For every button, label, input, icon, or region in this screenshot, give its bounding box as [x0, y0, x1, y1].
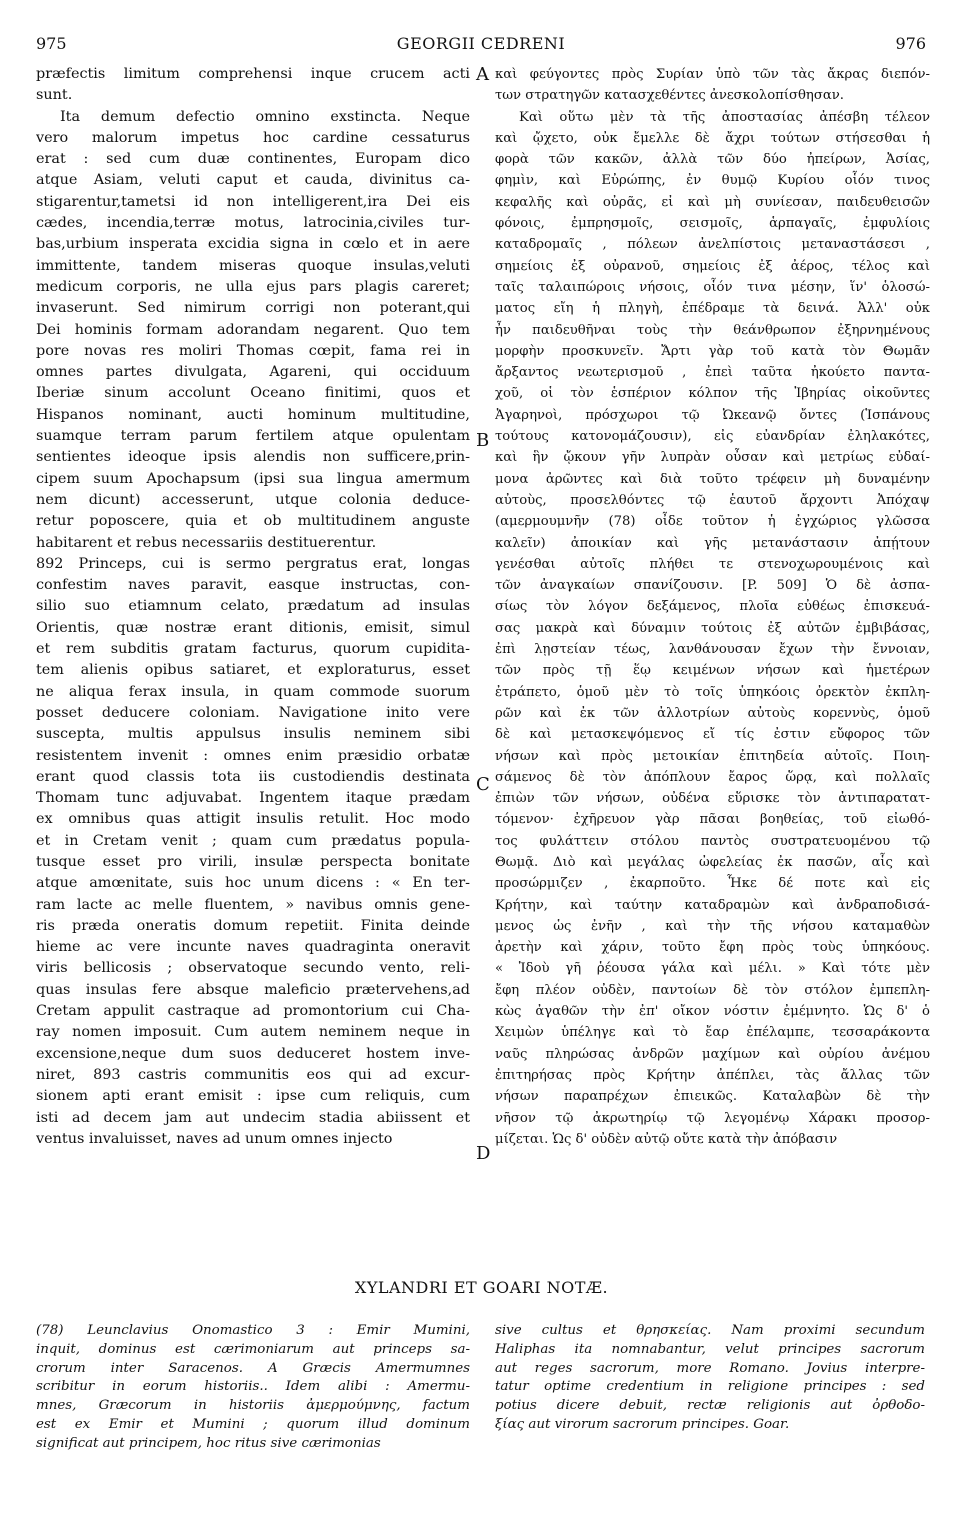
greek-text-line: ἀρετὴν καὶ χάριν, τοῦτο ἔφη πρὸς τοὺς ὑπηκόους. [495, 940, 930, 956]
notes-heading: XYLANDRI ET GOARI NOTÆ. [354, 1278, 609, 1297]
latin-text-line: stigarentur,tametsi id non intelligerent,ira Dei eis [36, 193, 470, 210]
greek-text-line: Κρήτην, καὶ ταύτην καταδραμὼν καὶ ἀνδραποδισά- [495, 897, 930, 913]
latin-text-line: suamque terram parum fertilem atque opulentam [36, 428, 470, 445]
page-header [36, 34, 926, 60]
latin-text-line: ex omnibus quas attigit insulis retulit. Hoc modo [36, 811, 470, 828]
latin-text-line: Hispanos nominant, aucti hominum multitudine, [36, 406, 470, 423]
greek-text-line: τόμενον· ἐχῆρευον γὰρ πᾶσαι βοηθείας, τοῦ εἰωθό- [495, 812, 930, 828]
greek-text-line: « Ἰδοὺ γῆ ῥέουσα γάλα καὶ μέλι. » Καὶ τότε μὲν [495, 961, 930, 977]
greek-text-line: ἔφη πλέον οὐδὲν, παντοίων δὲ τὸν στόλον ἐμπεπλη- [495, 982, 930, 998]
section-marker-a: A [476, 64, 489, 85]
note-text-line: scribitur in eorum historiis.. Idem alibi : Amermu- [36, 1379, 470, 1395]
latin-text-line: immittente, tandem miseras quoque insulas,veluti [36, 257, 470, 274]
latin-text-line: hieme ac vere incunte naves quadraginta oneravit [36, 939, 470, 956]
greek-text-line: μονα ἀρῶντες καὶ διὰ τοῦτο τρέφειν μὴ δυναμένην [495, 471, 930, 487]
greek-text-line: σίως τὸν λόγον δεξάμενος, πλοῖα εὐθέως ἐπισκευά- [495, 599, 930, 615]
latin-text-line: et rem subditis gratam facturus, quorum cupidita- [36, 641, 470, 658]
latin-text-line: cipem suum Apochapsum (ipsi sua lingua amermum [36, 470, 470, 487]
latin-text-line: habitarent et rebus necessariis destituerentur. [36, 534, 377, 551]
latin-text-line: nem dicunt) accesserunt, utque colonia deduce- [36, 491, 470, 508]
greek-text-line: σας μακρὰ καὶ δύναμιν τούτοις ἐξ αὐτῶν ἐμβιβάσας, [495, 620, 930, 636]
greek-text-line: τος φυλάττειν στόλου παντὸς συστρατευομένου τῷ [495, 833, 930, 849]
latin-text-line: præfectis limitum comprehensi inque crucem acti [36, 66, 470, 82]
section-marker-c: C [476, 774, 490, 795]
latin-text-line: ray nomen imposuit. Cum autem neminem neque in [36, 1024, 470, 1041]
latin-text-line: Ita demum defectio omnino exstincta. Neque [60, 108, 470, 125]
greek-text-line: αὐτοὺς, προσελθόντες τῷ ἑαυτοῦ ἄρχοντι Ἀπόχαψ [495, 492, 930, 508]
section-marker-d: D [476, 1143, 491, 1164]
greek-text-line: ἐπιτηρήσας πρὸς Κρήτην ἀπέπλει, τὰς ἄλλας τῶν [495, 1067, 930, 1083]
page-number-left: 975 [36, 34, 67, 53]
latin-text-line: sentientes ideoque ipsis alendis non sufficere,prin- [36, 449, 470, 466]
latin-text-line: atque Asiam, veluti caput et cauda, divinitus ca- [36, 172, 470, 189]
note-text-line: Haliphas ita nomnabantur, velut principes sacrorum [495, 1341, 925, 1357]
greek-text-line: Θωμᾷ. Διὸ καὶ μεγάλας ὠφελείας ἐκ πασῶν, αἷς καὶ [495, 854, 930, 870]
greek-text-line: μορφὴν προσκυνεῖν. Ἄρτι γὰρ τοῦ κατὰ τὸν Θωμᾶν [495, 343, 930, 359]
greek-text-line: φόνοις, ἐμπρησμοῖς, σεισμοῖς, ἁρπαγαῖς, ἐμφυλίοις [495, 216, 930, 232]
latin-text-line: medicum corporis, ne ulla ejus pars plagis careret; [36, 278, 470, 295]
note-text-line: ξίας aut virorum sacrorum principes. Goar. [495, 1416, 790, 1432]
greek-text-line: Ἀγαρηνοὶ, πρόσχωροι τῷ Ὠκεανῷ ὄντες (Ἱσπάνους [495, 407, 930, 423]
latin-text-line: ne aliqua ferax insula, in quam commode suorum [36, 683, 470, 700]
latin-text-line: ram lacte ac melle fluentem, » navibus omnis gene- [36, 896, 470, 913]
greek-text-line: σημείοις ἐξ οὐρανοῦ, σημείοις ἐξ ἀέρος, τέλος καὶ [495, 258, 930, 274]
greek-text-line: προσώρμιζεν , ἐκαρποῦτο. Ἧκε δέ ποτε καὶ εἰς [495, 876, 930, 892]
greek-text-line: νήσων καὶ πρὸς μετοικίαν ἐπιτηδεία αὐτοῖς. Ποιη- [495, 748, 930, 764]
latin-text-line: tem alienis opibus satiaret, et exploraturus, esset [36, 662, 470, 679]
latin-text-line: sionem apti erant emisit : ipse cum reliquis, cum [36, 1088, 470, 1105]
greek-text-line: τῶν πρὸς τῇ ἕῳ κειμένων νήσων καὶ ἡμετέρων [495, 663, 930, 679]
greek-text-line: τούτους κατονομάζουσιν), εἰς εὐανδρίαν ἐληλακότες, [495, 429, 930, 445]
latin-text-line: quas insulas fere absque maleficio prætervehens,ad [36, 981, 470, 998]
greek-text-line: ναῦς πληρώσας ἀνδρῶν μαχίμων καὶ οὐρίου ἀνέμου [495, 1046, 930, 1062]
note-text-line: aut reges sacrorum, more Romano. Jovius interpre- [495, 1360, 925, 1376]
greek-text-line: κεφαλῆς καὶ οὐρᾶς, εἰ καὶ μὴ συνίεσαν, παιδευθεισῶν [495, 194, 930, 210]
notes-right-column [495, 1322, 925, 1435]
latin-column [36, 64, 470, 1150]
latin-text-line: ris præda oneratis domum repetiit. Finita deinde [36, 917, 470, 934]
greek-text-line: ἄρξαντος νεωτερισμοῦ , ἐπεὶ ταῦτα ἠκούετο παντα- [495, 365, 930, 381]
latin-text-line: sunt. [36, 87, 73, 104]
latin-text-line: suscepta, multis appulsus insulis neminem sibi [36, 726, 470, 743]
note-text-line: significat aut principem, hoc ritus sive cærimonias [36, 1435, 381, 1451]
page-number-right: 976 [895, 34, 926, 53]
latin-text-line: vero malorum impetus hoc cardine cessaturus [36, 129, 470, 146]
latin-text-line: retur poposcere, quia et ob multitudinem anguste [36, 513, 470, 530]
latin-text-line: resistentem invenit : omnes enim præsidio orbatæ [36, 747, 470, 764]
greek-text-line: ἦν παιδευθῆναι τοὺς τὴν θεάνθρωπον ἐξηρνημένους [495, 322, 930, 338]
greek-text-line: κὼς ἀγαθῶν τὴν ἐπ' οἴκον νόστιν ἐμέμνητο. Ὡς δ' ὁ [495, 1004, 930, 1020]
latin-text-line: confestim naves paravit, easque instructas, con- [36, 577, 470, 594]
latin-text-line: Iberiæ sinum accolunt Oceano finitimi, quos et [36, 385, 470, 402]
latin-text-line: atque amœnitate, suis hoc unum dicens : « En ter- [36, 875, 470, 892]
running-title: GEORGII CEDRENI [396, 34, 566, 53]
greek-text-line: ἐτράπετο, ὁμοῦ μὲν τὸ τοῖς ὑπηκόοις ὀρεκτὸν ἐκπλη- [495, 684, 930, 700]
latin-text-line: viris bellicosis ; observatoque secundo vento, reli- [36, 960, 470, 977]
greek-text-line: (αμερμουμνῆν (78) οἶδε τοῦτον ἡ ἐγχώριος γλῶσσα [495, 514, 930, 530]
note-text-line: sive cultus et θρησκείας. Nam proximi secundum [495, 1323, 925, 1338]
latin-text-line: pore novas res moliri Thomas cœpit, fama rei in [36, 342, 470, 359]
greek-text-line: χοῦ, οἱ τὸν ἑσπέριον κόλπον τῆς Ἰβηρίας οἰκοῦντες [495, 386, 930, 402]
latin-text-line: Thomam tunc adjuvabat. Ingentem itaque prædam [36, 790, 470, 807]
greek-text-line: καὶ ᾤχετο, οὐκ ἔμελλε δὲ ἄχρι τούτων στήσεσθαι ἡ [495, 130, 930, 146]
greek-text-line: καλεῖν) ἀποικίαν καὶ γῆς μετανάστασιν ἀπῄτουν [495, 535, 930, 551]
greek-text-line: νήσων παραπρέχων ἐπιεικῶς. Καταλαβὼν δὲ τὴν [495, 1089, 930, 1105]
greek-text-line: φημὶν, καὶ Εὐρώπης, ἐν θυμῷ Κυρίου οἷόν τινος [495, 173, 930, 189]
section-marker-b: B [476, 430, 490, 451]
note-text-line: potius dicere debuit, rectæ religionis aut ὀρθοδο- [495, 1398, 925, 1414]
greek-text-line: ρῶν καὶ ἐκ τῶν ἀλλοτρίων αὐτοὺς κορεννὺς, ὁμοῦ [495, 705, 930, 721]
greek-text-line: ταῖς ταλαιπώροις νήσοις, οἷόν τινα μέσην, ἵν' ὁλοσώ- [495, 279, 930, 295]
latin-text-line: invaserunt. Sed nimirum corrigi non poterant,qui [36, 300, 470, 317]
greek-text-line: ἐπὶ λῃστείαν τέως, λανθάνουσαν ἔχων τὴν ἔννοιαν, [495, 642, 930, 658]
note-text-line: (78) Leunclavius Onomastico 3 : Emir Mumini, [36, 1323, 470, 1338]
greek-text-line: μίζεται. Ὡς δ' οὐδὲν αὐτῷ οὔτε κατὰ τὴν ἀπόβασιν [495, 1131, 838, 1147]
latin-text-line: ventus invaluisset, naves ad unum omnes injecto [36, 1130, 393, 1147]
latin-text-line: Dei hominis formam adorandam negarent. Quo tem [36, 321, 470, 338]
latin-text-line: posset deducere coloniam. Navigatione inito vere [36, 704, 470, 721]
latin-text-line: Cretam appulit castraque ad promontorium cui Cha- [36, 1003, 470, 1020]
latin-text-line: isti ad decem jam aut undecim stadia abiissent et [36, 1109, 470, 1126]
latin-text-line: erant quod classis tota iis custodiendis destinata [36, 768, 470, 785]
notes-left-column [36, 1322, 470, 1454]
latin-text-line: silio suo etiamnum celato, prædatum ad insulas [36, 598, 470, 615]
note-text-line: mnes, Græcorum in historiis ἀμερμούμνης, factum [36, 1398, 470, 1414]
greek-text-line: ματος εἴη ἡ πληγὴ, ἐπέδραμε τὰ δεινά. Ἀλλ' οὐκ [495, 301, 930, 317]
greek-text-line: ἐπιὼν τῶν νήσων, οὐδένα εὕρισκε τὸν ἀντιπαρατατ- [495, 791, 930, 807]
greek-text-line: νῆσον τῷ ἀκρωτηρίῳ τῷ λεγομένῳ Χάρακι προσορ- [495, 1110, 930, 1126]
latin-text-line: erat : sed cum duæ continentes, Europam dico [36, 151, 470, 168]
greek-column [495, 64, 930, 1150]
greek-text-line: Καὶ οὕτω μὲν τὰ τῆς ἀποστασίας ἀπέσβη τέλεον [519, 109, 930, 125]
latin-text-line: excensione,neque dum suos deduceret hostem inve- [36, 1045, 470, 1062]
note-text-line: inquit, dominus est cærimoniarum aut princeps sa- [36, 1341, 470, 1357]
greek-text-line: φορὰ τῶν κακῶν, ἀλλὰ τῶν δύο ἠπείρων, Ἀσίας, [495, 152, 930, 168]
greek-text-line: μενος ὡς ἐνῆν , καὶ τὴν τῆς νήσου καταμαθὼν [495, 918, 930, 934]
greek-text-line: σάμενος δὲ τὸν ἀπόπλουν ἔαρος ὥρᾳ, καὶ πολλαῖς [495, 769, 930, 785]
greek-text-line: των στρατηγῶν κατασχεθέντες ἀνεσκολοπίσθησαν. [495, 88, 844, 104]
latin-text-line: niret, 893 castris communitis eos qui ad excur- [36, 1066, 470, 1083]
note-text-line: crorum inter Saracenos. A Græcis Amermumnes [36, 1360, 470, 1376]
latin-text-line: 892 Princeps, cui is sermo pergratus erat, longas [36, 555, 470, 572]
latin-text-line: cædes, incendia,terræ motus, latrocinia,civiles tur- [36, 215, 470, 232]
greek-text-line: Χειμὼν ὑπέληγε καὶ τὸ ἔαρ ἐπέλαμπε, τεσσαράκοντα [495, 1025, 930, 1041]
note-text-line: tatur optime credentium in religione principes : sed [495, 1379, 925, 1395]
greek-text-line: καὶ φεύγοντες πρὸς Συρίαν ὑπὸ τῶν τὰς ἄκρας διεπόν- [495, 67, 930, 82]
latin-text-line: et in Cretam venit ; quam cum prædatus popula- [36, 832, 470, 849]
latin-text-line: Orientis, quæ nostræ erant ditionis, emisit, simul [36, 619, 470, 636]
latin-text-line: bas,urbium insperata excidia signa in cœlo et in aere [36, 236, 470, 253]
latin-text-line: tusque esset pro virili, insulæ perspecta bonitate [36, 853, 470, 870]
note-text-line: est ex Emir et Mumini ; quorum illud dominum [36, 1416, 470, 1432]
greek-text-line: καταδρομαῖς , πόλεων ἀνελπίστοις μεταναστάσεσι , [495, 237, 930, 253]
greek-text-line: καὶ ἣν ᾤκουν γῆν λυπρὰν οὖσαν καὶ μετρίως εὐδαί- [495, 450, 930, 466]
greek-text-line: τῶν ἀναγκαίων σπανίζουσιν. [P. 509] Ὁ δὲ ἀσπα- [495, 578, 930, 594]
latin-text-line: omnes partes divulgata, Agareni, qui occiduum [36, 364, 470, 381]
greek-text-line: γενέσθαι αὐτοῖς πλήθει τε στενοχωρουμένοις καὶ [495, 556, 930, 572]
greek-text-line: δὲ καὶ μετασκεψόμενος εἴ τίς ἐστιν εὔφορος τῶν [495, 727, 930, 743]
